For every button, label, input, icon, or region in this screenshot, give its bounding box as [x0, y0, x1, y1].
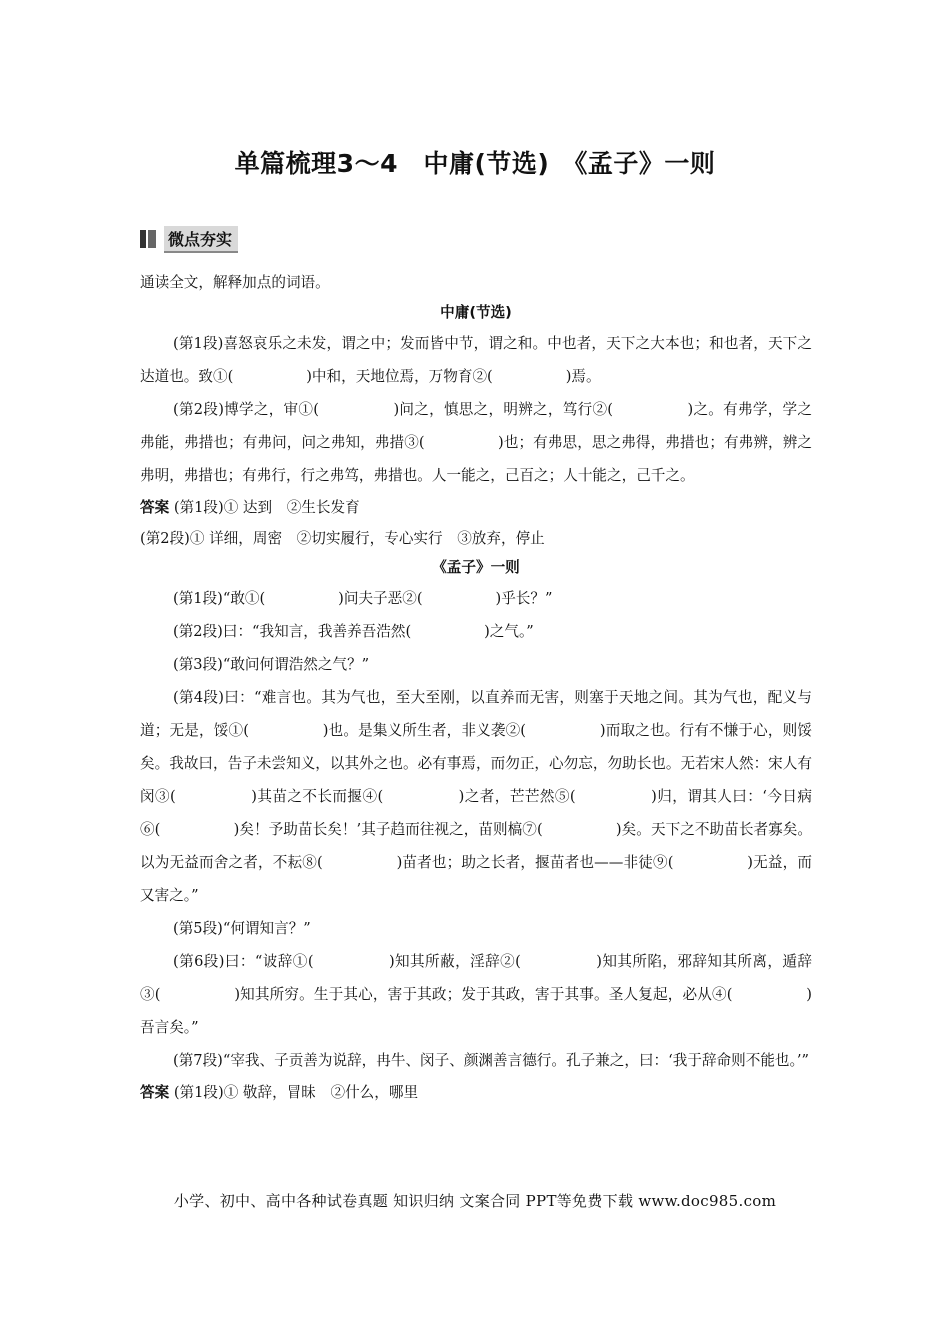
footer-text: 小学、初中、高中各种试卷真题 知识归纳 文案合同 PPT等免费下载 www.doc985.com	[173, 1192, 777, 1210]
mengzi-para-4: (第4段)曰：“难言也。其为气也，至大至刚，以直养而无害，则塞于天地之间。其为气也，配义与道；无是，馁①( )也。是集义所生者，非义袭②( )而取之也。行有不慊于心，则馁矣。我故曰，告子未尝知义，以其外之也。必有事焉，而勿正，心勿忘，勿助长也。无若宋人然：宋人有闵③( )其苗之不长而揠④( )之者，芒芒然⑤( )归，谓其人曰：‘今日病⑥( )矣！予助苗长矣！’其子趋而往视之，苗则槁⑦( )矣。天下之不助苗长者寡矣。以为无益而舍之者，不耘⑧( )苗者也；助之长者，揠苗者也——非徒⑨( )无益，而又害之。”	[140, 689, 812, 904]
answer-text: (第1段)① 达到 ②生长发育	[173, 499, 360, 516]
zhongyong-para-2: (第2段)博学之，审①( )问之，慎思之，明辨之，笃行②( )之。有弗学，学之弗能，弗措也；有弗问，问之弗知，弗措③( )也；有弗思，思之弗得，弗措也；有弗辨，辨之弗明，弗措也；有弗行，行之弗笃，弗措也。人一能之，己百之；人十能之，己千之。	[140, 401, 812, 484]
section-bars-icon	[140, 230, 158, 248]
page-title: 单篇梳理3～4 中庸(节选) 《孟子》一则	[234, 149, 716, 178]
content-body	[140, 266, 812, 1108]
mengzi-para-1: (第1段)“敢①( )问夫子恶②( )乎长？”	[173, 590, 553, 607]
zhongyong-para-1: (第1段)喜怒哀乐之未发，谓之中；发而皆中节，谓之和。中也者，天下之大本也；和也者，天下之达道也。致①( )中和，天地位焉，万物育②( )焉。	[140, 335, 812, 385]
answer-text: (第1段)① 敬辞，冒昧 ②什么，哪里	[173, 1084, 419, 1101]
section-header	[140, 228, 238, 250]
section-label: 微点夯实	[164, 226, 238, 253]
zhongyong-answer-2: (第2段)① 详细，周密 ②切实履行，专心实行 ③放弃，停止	[140, 530, 545, 547]
mengzi-para-7: (第7段)“宰我、子贡善为说辞，冉牛、闵子、颜渊善言德行。孔子兼之，曰：‘我于辞命则不能也。’”	[173, 1052, 809, 1069]
zhongyong-answer-1	[140, 492, 812, 523]
answer-label: 答案	[140, 499, 170, 516]
instruction: 通读全文，解释加点的词语。	[140, 274, 330, 291]
mengzi-para-6: (第6段)曰：“诐辞①( )知其所蔽，淫辞②( )知其所陷，邪辞知其所离，遁辞③( )知其所穷。生于其心，害于其政；发于其政，害于其事。圣人复起，必从④( )吾言矣。”	[140, 953, 812, 1036]
mengzi-para-5: (第5段)“何谓知言？”	[173, 920, 311, 937]
mengzi-para-2: (第2段)曰：“我知言，我善养吾浩然( )之气。”	[173, 623, 534, 640]
answer-label: 答案	[140, 1084, 170, 1101]
mengzi-heading: 《孟子》一则	[432, 559, 520, 576]
mengzi-para-3: (第3段)“敢问何谓浩然之气？”	[173, 656, 370, 673]
zhongyong-heading: 中庸(节选)	[440, 304, 512, 321]
mengzi-answer-1	[140, 1077, 812, 1108]
